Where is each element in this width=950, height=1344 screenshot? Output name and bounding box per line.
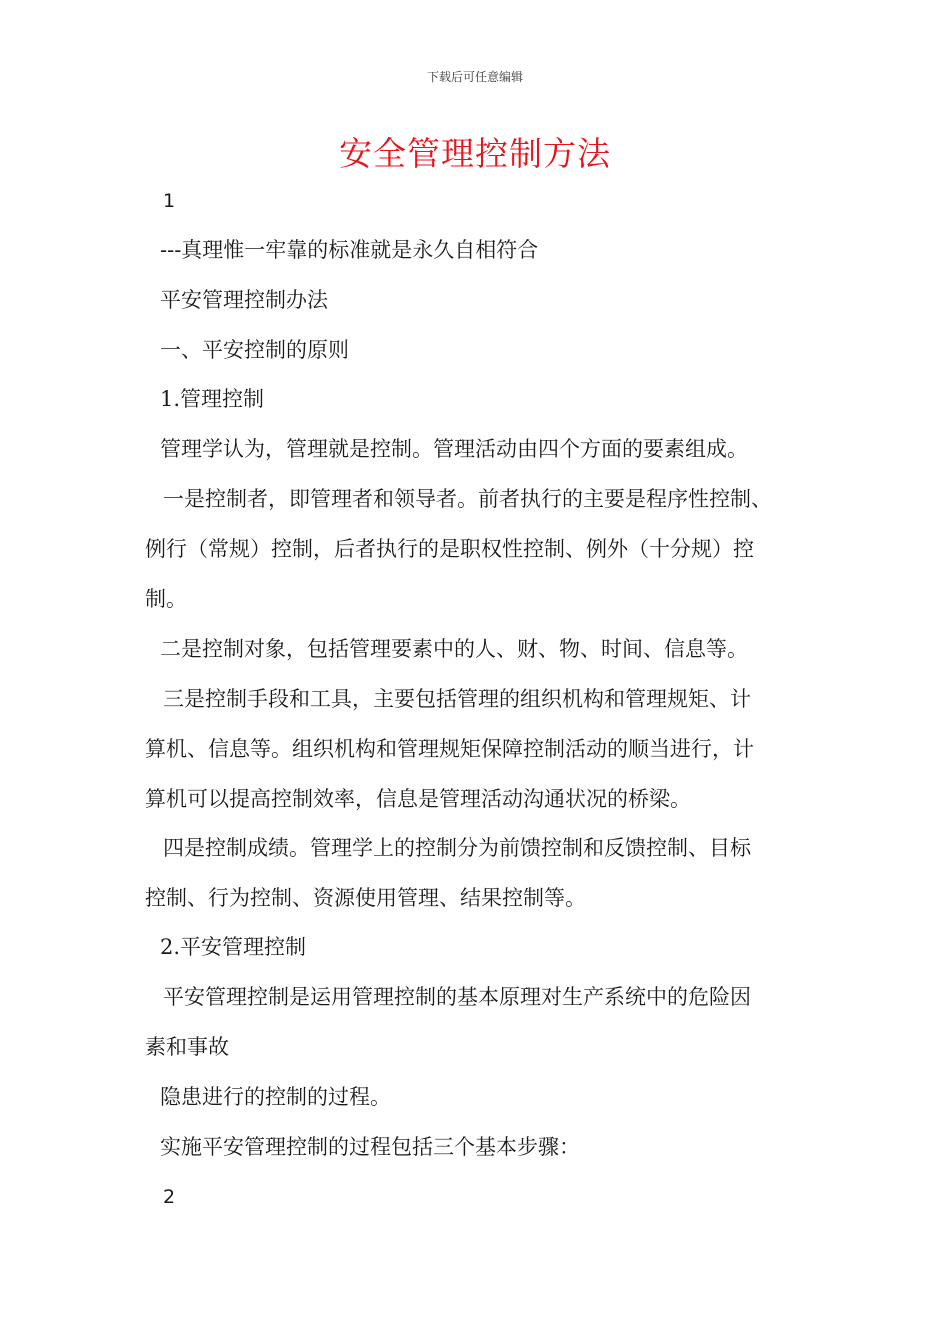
heading-1: 一、平安控制的原则	[160, 338, 349, 362]
paragraph-line: 实施平安管理控制的过程包括三个基本步骤：	[160, 1135, 580, 1159]
page-number: 2	[163, 1186, 176, 1208]
paragraph-line: 素和事故	[145, 1035, 229, 1059]
section-title: 平安管理控制办法	[160, 288, 328, 312]
page-number: 1	[163, 190, 176, 212]
paragraph-line: 例行（常规）控制，后者执行的是职权性控制、例外（十分规）控	[145, 537, 754, 561]
paragraph-line: 算机可以提高控制效率，信息是管理活动沟通状况的桥梁。	[145, 787, 691, 811]
paragraph-line: 控制、行为控制、资源使用管理、结果控制等。	[145, 886, 586, 910]
paragraph-line: 制。	[145, 587, 187, 611]
paragraph-line: 四是控制成绩。管理学上的控制分为前馈控制和反馈控制、目标	[163, 836, 751, 860]
document-title: 安全管理控制方法	[339, 134, 611, 173]
paragraph-line: 算机、信息等。组织机构和管理规矩保障控制活动的顺当进行，计	[145, 737, 754, 761]
paragraph-line: 三是控制手段和工具，主要包括管理的组织机构和管理规矩、计	[163, 687, 751, 711]
paragraph-line: 管理学认为，管理就是控制。管理活动由四个方面的要素组成。	[160, 437, 748, 461]
header-note: 下载后可任意编辑	[426, 70, 523, 84]
epigraph-line: ---真理惟一牢靠的标准就是永久自相符合	[160, 238, 539, 262]
subheading-2: 2.平安管理控制	[160, 935, 307, 959]
paragraph-line: 二是控制对象，包括管理要素中的人、财、物、时间、信息等。	[160, 637, 748, 661]
paragraph-line: 隐患进行的控制的过程。	[160, 1085, 391, 1109]
paragraph-line: 一是控制者，即管理者和领导者。前者执行的主要是程序性控制、	[163, 487, 772, 511]
paragraph-line: 平安管理控制是运用管理控制的基本原理对生产系统中的危险因	[163, 985, 751, 1009]
subheading-1: 1.管理控制	[160, 387, 265, 411]
